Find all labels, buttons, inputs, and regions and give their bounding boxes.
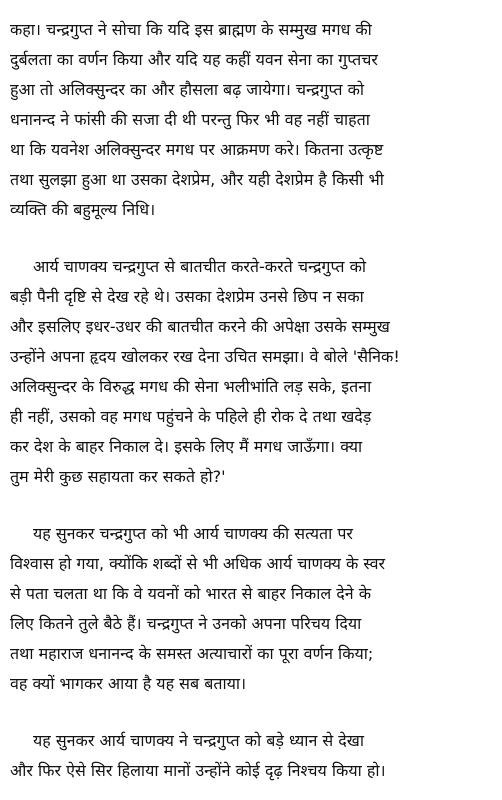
text-line: धनानन्द ने फांसी की सजा दी थी परन्तु फिर भी वह नहीं चाहता xyxy=(10,110,370,129)
text-line: दुर्बलता का वर्णन किया और यदि यह कहीं यवन सेना का गुप्तचर xyxy=(10,50,378,69)
text-line: बड़ी पैनी दृष्टि से देख रहे थे। उसका देशप्रेम उनसे छिप न सका xyxy=(10,287,364,306)
text-line: हुआ तो अलिक्सुन्दर का और हौसला बढ़ जायेगा। चन्द्रगुप्त को xyxy=(10,80,365,99)
text-line: तथा महाराज धनानन्द के समस्त अत्याचारों का पूरा वर्णन किया; xyxy=(10,644,374,663)
text-line: कर देश के बाहर निकाल दे। इसके लिए मैं मगध जाऊँगा। क्या xyxy=(10,437,363,456)
text-line: और फिर ऐसे सिर हिलाया मानों उन्होंने कोई दृढ़ निश्चय किया हो। xyxy=(10,761,386,780)
text-line: उन्होंने अपना हृदय खोलकर रख देना उचित समझा। वे बोले 'सैनिक! xyxy=(10,347,400,366)
text-line: तुम मेरी कुछ सहायता कर सकते हो?' xyxy=(10,467,226,486)
text-line: और इसलिए इधर-उधर की बातचीत करने की अपेक्षा उसके सम्मुख xyxy=(10,317,390,336)
text-line: तथा सुलझा हुआ था उसका देशप्रेम, और यही देशप्रेम है किसी भी xyxy=(10,170,384,189)
text-line: लिए कितने तुले बैठे हैं। चन्द्रगुप्त ने उनको अपना परिचय दिया xyxy=(10,614,362,633)
text-line: व्यक्ति की बहुमूल्य निधि। xyxy=(10,200,156,219)
text-line: आर्य चाणक्य चन्द्रगुप्त से बातचीत करते-करते चन्द्रगुप्त को xyxy=(33,257,367,276)
text-line: विश्वास हो गया, क्योंकि शब्दों से भी अधिक आर्य चाणक्य के स्वर xyxy=(10,554,386,573)
text-line: से पता चलता था कि वे यवनों को भारत से बाहर निकाल देने के xyxy=(10,584,372,603)
text-line: कहा। चन्द्रगुप्त ने सोचा कि यदि इस ब्राह्मण के सम्मुख मगध की xyxy=(10,20,372,39)
text-line: यह सुनकर आर्य चाणक्य ने चन्द्रगुप्त को बड़े ध्यान से देखा xyxy=(33,731,365,750)
text-line: ही नहीं, उसको वह मगध पहुंचने के पहिले ही रोक दे तथा खदेड़ xyxy=(10,407,372,426)
text-line: अलिक्सुन्दर के विरुद्ध मगध की सेना भलीभांति लड़ सके, इतना xyxy=(10,377,372,396)
text-line: वह क्यों भागकर आया है यह सब बताया। xyxy=(10,674,247,693)
text-line: था कि यवनेश अलिक्सुन्दर मगध पर आक्रमण करे। कितना उत्कृष्ट xyxy=(10,140,384,159)
text-line: यह सुनकर चन्द्रगुप्त को भी आर्य चाणक्य की सत्यता पर xyxy=(33,524,353,543)
